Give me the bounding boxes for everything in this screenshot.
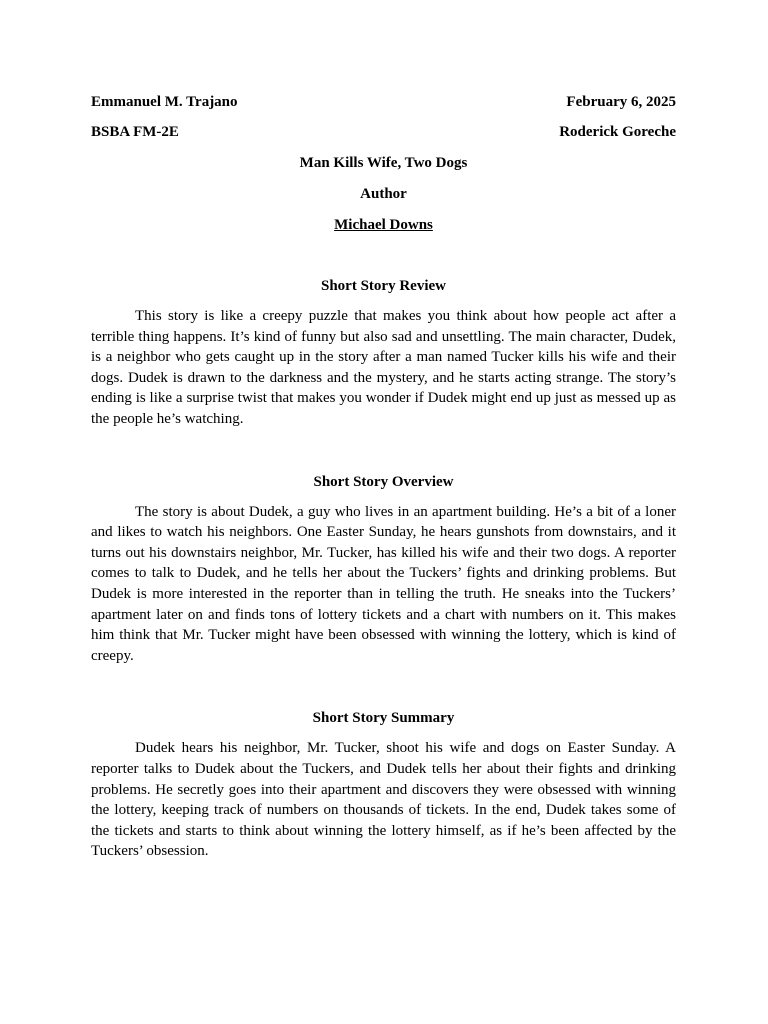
summary-heading: Short Story Summary [312,710,455,727]
author-label: Author [360,186,407,202]
overview-paragraph: The story is about Dudek, a guy who lives in an apartment building. He’s a bit of a loner and likes to watch his neighbors. One Easter Sunday, he hears gunshots from downstairs, and it turns out his downstairs neighbor, Mr. Tucker, has killed his wife and their two dogs. A reporter comes to talk to Dudek, and he tells her about the Tuckers’ fights and drinking problems. But Dudek is more interested in the reporter than in telling the truth. He sneaks into the Tuckers’ apartment later on and finds tons of lottery tickets and a chart with numbers on it. This makes him think that Mr. Tucker might have been obsessed with winning the lottery, which is kind of creepy. [91,503,676,664]
date: February 6, 2025 [566,94,676,110]
instructor-name: Roderick Goreche [559,124,676,140]
author-name-line [91,215,676,235]
header-row-1 [91,92,676,112]
review-heading: Short Story Review [321,278,446,294]
student-name: Emmanuel M. Trajano [91,94,238,110]
review-paragraph: This story is like a creepy puzzle that makes you think about how people act after a terrible thing happens. It’s kind of funny but also sad and unsettling. The main character, Dudek, is a neighbor who gets caught up in the story after a man named Tucker kills his wife and their dogs. Dudek is drawn to the darkness and the mystery, and he starts acting strange. The story’s ending is like a surprise twist that makes you wonder if Dudek might end up just as messed up as the people he’s watching. [91,308,676,427]
overview-heading: Short Story Overview [313,473,454,490]
document-content [91,92,676,862]
story-title: Man Kills Wife, Two Dogs [299,155,468,171]
author-name: Michael Downs [334,217,433,233]
summary-paragraph: Dudek hears his neighbor, Mr. Tucker, shoot his wife and dogs on Easter Sunday. A reporter talks to Dudek about the Tuckers, and Dudek tells her about their fights and drinking problems. He secretly goes into their apartment and discovers they were obsessed with winning the lottery, keeping track of numbers on thousands of tickets. In the end, Dudek takes some of the tickets and starts to think about winning the lottery himself, as if he’s been affected by the Tuckers’ obsession. [91,740,676,860]
section: BSBA FM-2E [91,124,179,140]
header-row-2 [91,122,676,142]
